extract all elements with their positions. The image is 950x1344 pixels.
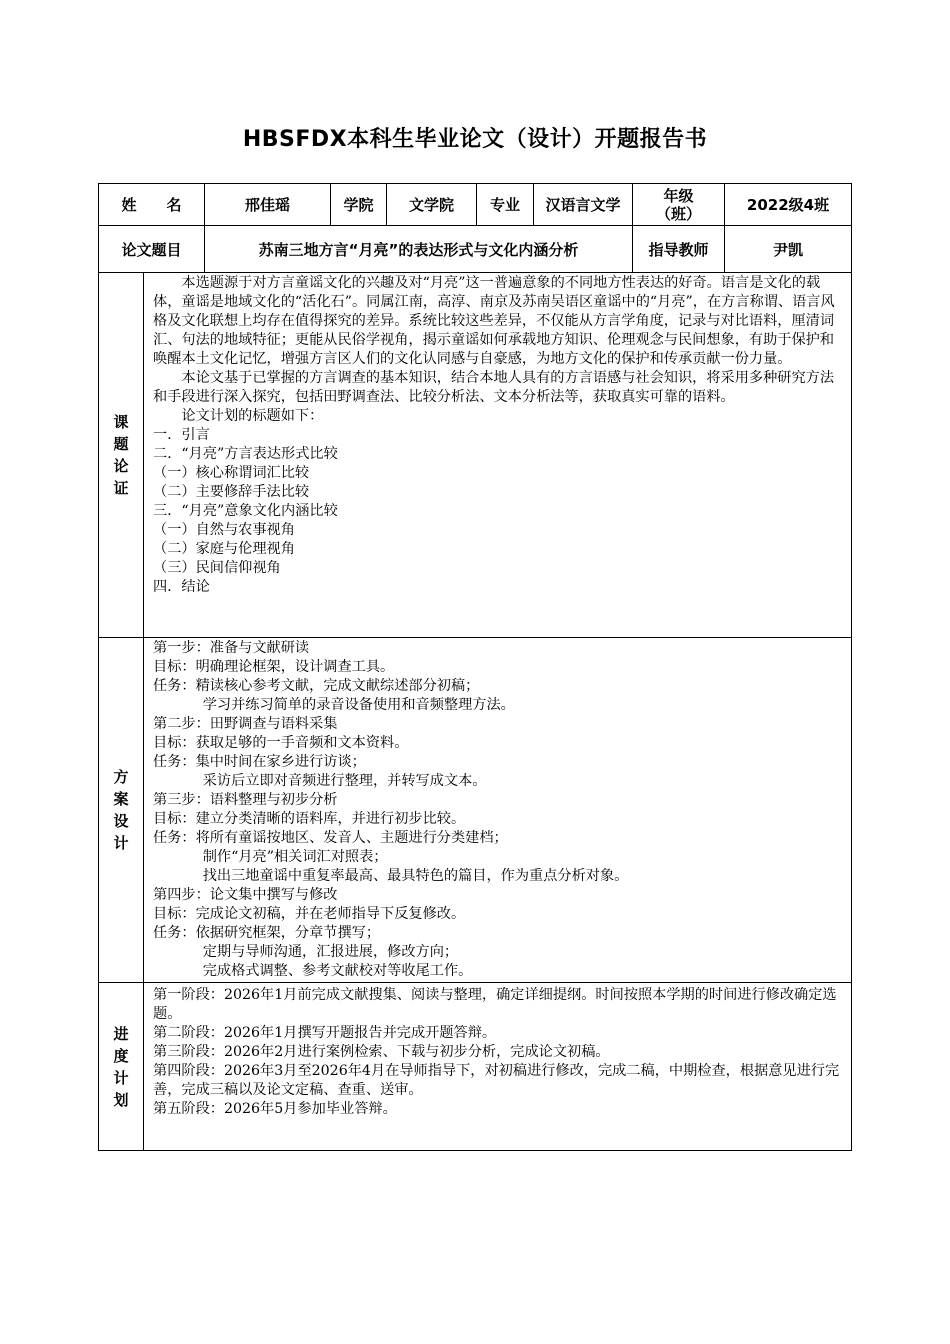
section-topic-argument-content (153, 273, 845, 637)
step-heading: 第四步：论文集中撰写与修改 (153, 887, 338, 903)
paragraph: 论文计划的标题如下： (181, 408, 324, 424)
grade-label-line2: （班） (655, 204, 701, 223)
name-label: 姓 名 (121, 196, 182, 214)
topic-label: 论文题目 (121, 240, 182, 259)
schedule-item: 第三阶段：2026年2月进行案例检索、下载与初步分析，完成论文初稿。 (153, 1044, 610, 1060)
topic-value: 苏南三地方言“月亮”的表达形式与文化内涵分析 (258, 240, 579, 259)
step-line: 目标：获取足够的一手音频和文本资料。 (153, 735, 409, 751)
schedule-item: 第五阶段：2026年5月参加毕业答辩。 (153, 1101, 397, 1117)
step-line: 任务：依据研究框架，分章节撰写； (153, 925, 381, 941)
step-line: 任务：集中时间在家乡进行访谈； (153, 754, 366, 770)
college-value: 文学院 (408, 196, 454, 214)
report-table (98, 183, 852, 1151)
grade-value: 2022级4班 (746, 196, 830, 214)
major-value: 汉语言文学 (545, 196, 621, 214)
outline-item: 四．结论 (153, 579, 210, 595)
step-heading: 第一步：准备与文献研读 (153, 640, 310, 656)
document-title: HBSFDX本科生毕业论文（设计）开题报告书 (242, 127, 708, 152)
advisor-label: 指导教师 (648, 240, 709, 259)
college-label: 学院 (343, 196, 374, 214)
step-line: 制作“月亮”相关词汇对照表； (202, 849, 388, 865)
step-line: 找出三地童谣中重复率最高、最具特色的篇目，作为重点分析对象。 (202, 868, 629, 884)
advisor-value: 尹凯 (772, 240, 803, 259)
name-value: 邢佳瑶 (244, 196, 290, 214)
outline-item: 三．“月亮”意象文化内涵比较 (153, 503, 338, 519)
outline-item: （三）民间信仰视角 (153, 560, 281, 576)
step-line: 学习并练习简单的录音设备使用和音频整理方法。 (202, 697, 515, 713)
step-line: 任务：将所有童谣按地区、发音人、主题进行分类建档； (153, 830, 508, 846)
grade-label-line1: 年级 (663, 186, 694, 205)
step-line: 定期与导师沟通，汇报进展，修改方向； (202, 944, 459, 960)
paragraph: 本论文基于已掌握的方言调查的基本知识，结合本地人具有的方言语感与社会知识，将采用多种研究方法和手段进行深入探究，包括田野调查法、比较分析法、文本分析法等，获取真实可靠的语料。 (153, 370, 835, 405)
outline-item: （一）自然与农事视角 (153, 522, 295, 538)
major-label: 专业 (489, 196, 520, 214)
step-line: 采访后立即对音频进行整理，并转写成文本。 (202, 773, 487, 789)
schedule-item: 第二阶段：2026年1月撰写开题报告并完成开题答辩。 (153, 1025, 497, 1041)
outline-item: 一．引言 (153, 427, 210, 443)
section-schedule-content (153, 983, 845, 1150)
step-heading: 第二步：田野调查与语料采集 (153, 716, 338, 732)
schedule-item: 第四阶段：2026年3月至2026年4月在导师指导下，对初稿进行修改，完成二稿，中期检查，根据意见进行完善，完成三稿以及论文定稿、查重、送审。 (153, 1063, 840, 1098)
outline-item: （二）家庭与伦理视角 (153, 541, 295, 557)
section-label-schedule: 进 度 计 划 (113, 1024, 129, 1109)
col-divider (143, 272, 144, 1150)
section-label-topic-argument: 课 题 论 证 (113, 413, 129, 497)
step-heading: 第三步：语料整理与初步分析 (153, 792, 338, 808)
outline-item: 二．“月亮”方言表达形式比较 (153, 446, 338, 462)
grade-label (633, 184, 724, 225)
step-line: 目标：明确理论框架，设计调查工具。 (153, 659, 395, 675)
section-label-plan-design: 方 案 设 计 (113, 768, 129, 852)
paragraph: 本选题源于对方言童谣文化的兴趣及对“月亮”这一普遍意象的不同地方性表达的好奇。语言是文化的载体，童谣是地域文化的“活化石”。同属江南，高淳、南京及苏南吴语区童谣中的“月亮”，在方言称谓、语言风格及文化联想上均存在值得探究的差异。系统比较这些差异，不仅能从方言学角度，记录与对比语料，厘清词汇、句法的地域特征；更能从民俗学视角，揭示童谣如何承载地方知识、伦理观念与民间想象，有助于保护和唤醒本土文化记忆，增强方言区人们的文化认同感与自豪感，为地方文化的保护和传承贡献一份力量。 (153, 275, 835, 367)
step-line: 任务：精读核心参考文献，完成文献综述部分初稿； (153, 678, 480, 694)
outline-item: （二）主要修辞手法比较 (153, 484, 310, 500)
outline-item: （一）核心称谓词汇比较 (153, 465, 310, 481)
step-line: 完成格式调整、参考文献校对等收尾工作。 (202, 963, 473, 979)
step-line: 目标：完成论文初稿，并在老师指导下反复修改。 (153, 906, 466, 922)
schedule-item: 第一阶段：2026年1月前完成文献搜集、阅读与整理，确定详细提纲。时间按照本学期的时间进行修改确定选题。 (153, 987, 837, 1022)
section-plan-design-content (153, 638, 845, 982)
step-line: 目标：建立分类清晰的语料库，并进行初步比较。 (153, 811, 466, 827)
